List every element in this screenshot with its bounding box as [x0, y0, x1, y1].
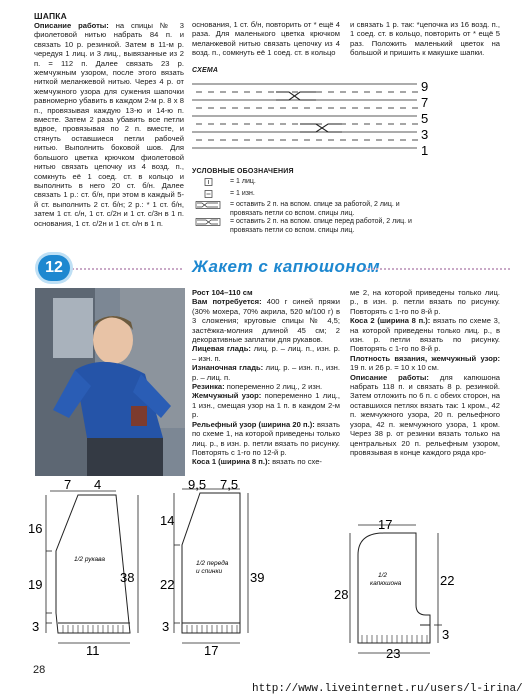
schema-row-9: 9	[421, 79, 429, 94]
front-left-lower: 22	[160, 577, 175, 592]
section-title: Жакет с капюшоном	[192, 257, 381, 276]
hood-pattern	[330, 515, 480, 660]
cable2-text: вязать по схеме 3, на которой приведены только лиц. р., в изн. р. петли вязать по рисунку. Повторять с 1-го по 8-й р.	[350, 316, 500, 354]
sleeve-left-upper: 16	[28, 521, 43, 536]
hood-bottom: 23	[386, 646, 401, 660]
jacket-p1	[192, 297, 340, 344]
relief-lead: Рельефный узор (ширина 20 п.):	[192, 419, 315, 429]
jacket-p6	[192, 420, 340, 458]
hat-article	[34, 11, 184, 228]
hood-label-2: капюшона	[370, 580, 402, 587]
section-divider-right	[365, 268, 510, 270]
jacket-p4	[192, 382, 340, 391]
front-bottom: 17	[204, 643, 219, 658]
legend-text-cable-front: = оставить 2 п. на вспом. спице перед работой, 2 лиц. и провязать петли со вспом. спицы лиц.	[230, 218, 412, 234]
hood-left: 28	[334, 587, 349, 602]
front-label-2: и спинки	[196, 568, 223, 575]
front-label-1: 1/2 переда	[196, 560, 229, 567]
jacket-p3	[192, 363, 340, 382]
sleeve-height: 38	[120, 570, 135, 585]
jacket-c2-p2	[350, 316, 500, 354]
hood-right-upper: 22	[440, 573, 455, 588]
section-number: 12	[38, 255, 70, 281]
hat-text-mid: основания, 1 ст. б/н, повторить от * ещё 4 раза. Для маленького цветка крючком меланжевой нитью связать цепочку из 4 возд. п., сомкнуть её 1 соед. ст. в кольцо	[192, 20, 340, 58]
sleeve-pattern	[28, 475, 148, 660]
cable1-cont-text: ме 2, на которой приведены только лиц. р., в изн. р. петли вязать по рисунку. Повторять с 1-го по 8-й р.	[350, 288, 500, 316]
gauge-text: 19 п. и 26 р. = 10 х 10 см.	[350, 363, 439, 373]
hood-top: 17	[378, 517, 393, 532]
reverse-stockinette-text: лиц. р. – изн. п., изн. р. – лиц. п.	[192, 363, 340, 382]
schema-label: СХЕМА	[192, 67, 219, 74]
gauge-lead: Плотность вязания, жемчужный узор:	[350, 353, 500, 363]
legend-item-knit	[192, 178, 432, 190]
legend-item-purl	[192, 190, 432, 202]
hat-title: ШАПКА	[34, 11, 68, 21]
legend-text-cable-back: = оставить 2 п. на вспом. спице за работой, 2 лиц. и провязать петли со вспом. спицы лиц.	[230, 201, 400, 217]
stockinette-lead: Лицевая гладь:	[192, 344, 251, 354]
schema-row-3: 3	[421, 127, 429, 142]
purl-symbol-icon	[192, 190, 230, 202]
hood-right-lower: 3	[442, 627, 450, 642]
cable1-text: вязать по схе-	[270, 457, 322, 467]
rib-lead: Резинка:	[192, 382, 225, 392]
sleeve-top-b: 4	[94, 477, 102, 492]
page-number: 28	[33, 664, 46, 676]
jacket-p7	[192, 457, 340, 466]
cable-back-symbol-icon	[192, 201, 230, 214]
sleeve-bottom: 11	[86, 643, 100, 658]
watermark	[6, 0, 96, 8]
reverse-stockinette-lead: Изнаночная гладь:	[192, 363, 264, 373]
front-left-upper: 14	[160, 513, 175, 528]
materials-text: 400 г синей пряжи (30% мохера, 70% акрила, 520 м/100 г) в 3 сложения; круговые спицы № 4,5; застёжка-молния длиной 45 см; 2 декоративные заплатки для рукавов.	[192, 297, 340, 345]
front-top-a: 9,5	[188, 477, 207, 492]
child-photo	[35, 288, 185, 476]
sleeve-label: 1/2 рукава	[74, 556, 106, 563]
cable-front-symbol-icon	[192, 218, 230, 231]
knitting-schema	[192, 78, 512, 166]
jacket-c2-p3	[350, 354, 500, 373]
jacket-p2	[192, 344, 340, 363]
hat-text	[34, 21, 184, 228]
front-left-bottom: 3	[162, 619, 170, 634]
stockinette-text: лиц. р. – лиц. п., изн. р. – изн. п.	[192, 344, 341, 363]
jacket-p5	[192, 391, 340, 419]
legend-text-purl: = 1 изн.	[230, 189, 255, 197]
schema-row-7: 7	[421, 95, 429, 110]
hat-body: на спицы № 3 фиолетовой нитью набрать 84 п. и связать 10 р. резинкой. Затем в 11-м р. чередуя 1 лиц. и 3 лиц., вывязанные из 2 п. = 112 п. Далее связать 23 р. жемчужным узором, после этого вязать ниткой меланжевой нитью. Через 4 р. от жемчужного узора для сужения шапочки равномерно убавить в каждом 2-м р. 8 х 8 п., провязывая каждую 13-ю и 14-ю п. вместе. Затем 2 раза убавить все петли вдвое, провязывая по 2 п. вместе, и стянуть оставшиеся петли рабочей нитью. Выполнить боковой шов. Для большого цветка крючком фиолетовой нитью связать цепочку из 4 возд. п., сомкнуть её 1 соед. ст. в кольцо и выполнить в него 20 ст. б/н. Далее связать	[34, 21, 184, 200]
relief-text: вязать по схеме 1, на которой приведены только лиц. р., в изн. р. петли вязать по рисунку. Повторять с 1-го по 12-й р.	[192, 419, 340, 457]
front-back-pattern	[160, 475, 275, 660]
schema-row-5: 5	[421, 111, 429, 126]
legend	[192, 168, 432, 236]
seed-stitch-text: попеременно 1 лиц., 1 изн., смещая узор на 1 п. в каждом 2-м р.	[192, 391, 341, 420]
hat-body-2: 1 р.: ст. б/н, при этом в каждый 5-й ст. выполнить 2 ст. б/н; 2 р.: * 1 ст. б/н, затем 1 ст. с/н, 1 ст. с/2н и 1 ст. с/3н в 1 п. основания, 1 ст. с/2н и 1 ст. с/н в 1 п.	[34, 190, 184, 228]
legend-item-cable-front	[192, 218, 432, 235]
instructions-text: для капюшона набрать 118 п. и связать 8 р. резинкой. Затем отложить по 6 п. с обеих сторон, на оставшихся петлях вязать так: 1 кром., 42 п. жемчужного узора, 20 п. рельефного узора, 42 п. жемчужного узора, 1 кром. Через 38 р. от резинки вязать только на центральных 20 п. рельефным узором, провязывая в конце каждого ряда кро-	[350, 372, 500, 457]
hat-text-right: и связать 1 р. так: *цепочка из 16 возд. п., 1 соед. ст. в кольцо, повторить от * ещё 5 раз. Положить маленький цветок на большой и пришить к макушке шапки.	[350, 20, 500, 58]
jacket-text-col1	[192, 288, 340, 467]
section-divider-left	[72, 268, 182, 270]
legend-title: УСЛОВНЫЕ ОБОЗНАЧЕНИЯ	[192, 168, 294, 175]
front-top-b: 7,5	[220, 477, 239, 492]
materials-lead: Вам потребуется:	[192, 297, 262, 307]
jacket-text-col2	[350, 288, 500, 457]
seed-stitch-lead: Жемчужный узор:	[192, 391, 262, 401]
hood-label-1: 1/2	[378, 572, 388, 579]
hat-lead: Описание работы:	[34, 21, 109, 30]
jacket-c2-p1	[350, 288, 500, 316]
knit-symbol-icon	[192, 178, 230, 190]
sleeve-left-bottom: 3	[32, 619, 40, 634]
jacket-c2-p4	[350, 373, 500, 458]
schema-row-1: 1	[421, 143, 429, 158]
cable2-lead: Коса 2 (ширина 8 п.):	[350, 316, 431, 326]
cable1-lead: Коса 1 (ширина 8 п.):	[192, 457, 270, 467]
child-photo-illustration	[35, 288, 185, 476]
legend-text-knit: = 1 лиц.	[230, 178, 256, 185]
instructions-lead: Описание работы:	[350, 372, 429, 382]
source-link[interactable]: http://www.liveinternet.ru/users/l-irina/	[252, 683, 523, 695]
legend-item-cable-back	[192, 201, 432, 218]
front-height: 39	[250, 570, 265, 585]
sleeve-top-a: 7	[64, 477, 72, 492]
sleeve-left-lower: 19	[28, 577, 43, 592]
jacket-size: Рост 104–110 см	[192, 288, 253, 297]
rib-text: попеременно 2 лиц., 2 изн.	[224, 382, 323, 392]
